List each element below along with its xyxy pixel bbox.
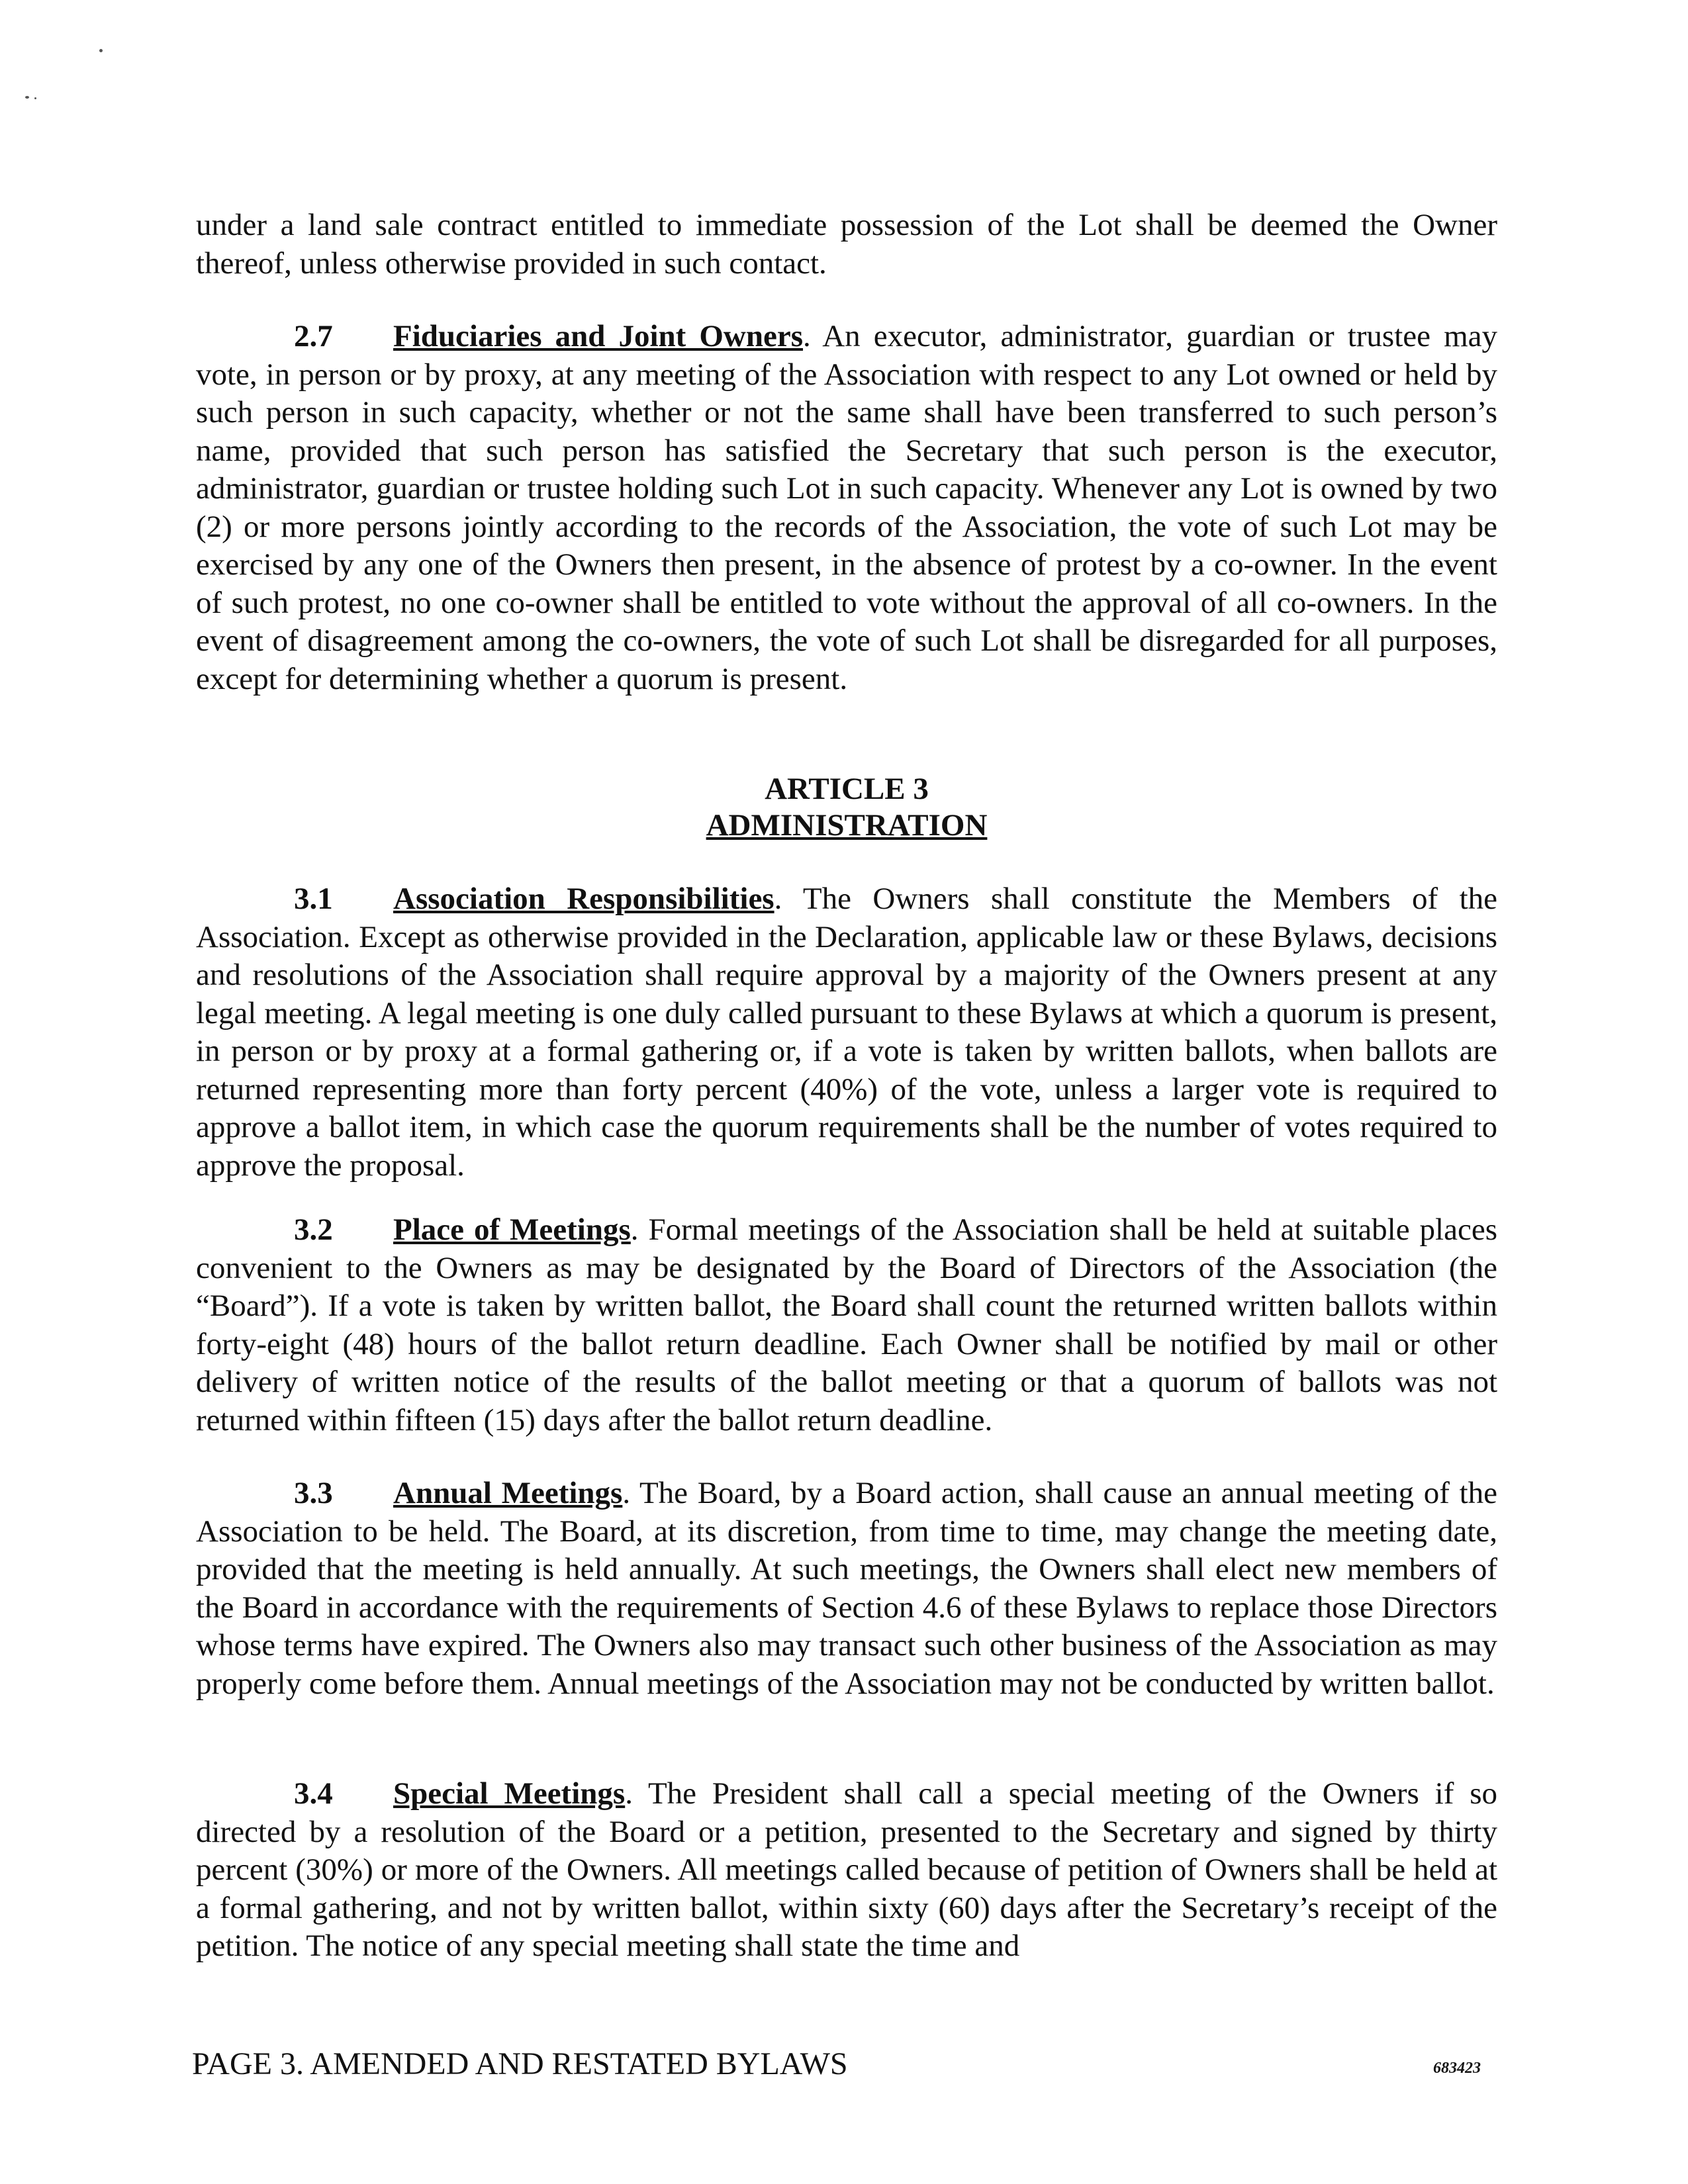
scan-speck — [99, 49, 103, 52]
scan-speck — [34, 97, 36, 99]
section-heading: Place of Meetings — [393, 1212, 631, 1247]
section-number: 3.4 — [294, 1776, 333, 1811]
section-3-1 — [196, 880, 1497, 1185]
section-3-4-paragraph — [196, 1775, 1497, 1966]
section-heading: Annual Meetings — [393, 1476, 623, 1510]
section-3-4 — [196, 1775, 1497, 1966]
section-number: 3.1 — [294, 882, 333, 916]
section-3-3-paragraph — [196, 1475, 1497, 1703]
section-number: 2.7 — [294, 319, 333, 353]
section-body: . Formal meetings of the Association shall be held at suitable places convenient to the Owners as may be designated by the Board of Directors of the Association (the “Board”). If a vote is taken by written ballot, the Board shall count the returned written ballots within forty-eight (48) hours of the ballot return deadline. Each Owner shall be notified by mail or other delivery of written notice of the results of the ballot meeting or that a quorum of ballots was not returned within fifteen (15) days after the ballot return deadline. — [196, 1212, 1497, 1437]
page-footer-label: PAGE 3. AMENDED AND RESTATED BYLAWS — [192, 2046, 848, 2081]
section-heading: Special Meetings — [393, 1776, 626, 1811]
section-3-1-paragraph — [196, 880, 1497, 1185]
article-label: ARTICLE 3 — [765, 772, 929, 806]
section-number: 3.2 — [294, 1212, 333, 1247]
section-body: . The President shall call a special meeting of the Owners if so directed by a resolution of the Board or a petition, presented to the Secretary and signed by thirty percent (30%) or more of the Owners. All meetings called because of petition of Owners shall be held at a formal gathering, and not by written ballot, within sixty (60) days after the Secretary’s receipt of the petition. The notice of any special meeting shall state the time and — [196, 1776, 1497, 1963]
intro-block — [196, 206, 1497, 283]
section-body: . The Owners shall constitute the Members of the Association. Except as otherwise provided in the Declaration, applicable law or these Bylaws, decisions and resolutions of the Association shall require approval by a majority of the Owners present at any legal meeting. A legal meeting is one duly called pursuant to these Bylaws at which a quorum is present, in person or by proxy at a formal gathering or, if a vote is taken by written ballots, when ballots are returned representing more than forty percent (40%) of the vote, unless a larger vote is required to approve a ballot item, in which case the quorum requirements shall be the number of votes required to approve the proposal. — [196, 882, 1498, 1183]
section-heading: Association Responsibilities — [393, 882, 774, 916]
intro-paragraph: under a land sale contract entitled to immediate possession of the Lot shall be deemed the Owner thereof, unless otherwise provided in such contact. — [196, 208, 1497, 281]
section-2-7 — [196, 318, 1497, 698]
section-number: 3.3 — [294, 1476, 333, 1510]
section-body: . The Board, by a Board action, shall cause an annual meeting of the Association to be held. The Board, at its discretion, from time to time, may change the meeting date, provided that the meeting is held annually. At such meetings, the Owners shall elect new members of the Board in accordance with the requirements of Section 4.6 of these Bylaws to replace those Directors whose terms have expired. The Owners also may transact such other business of the Association as may properly come before them. Annual meetings of the Association may not be conducted by written ballot. — [196, 1476, 1498, 1701]
section-3-2-paragraph — [196, 1211, 1497, 1439]
scan-speck — [25, 96, 29, 99]
section-2-7-paragraph — [196, 318, 1497, 698]
article-title: ADMINISTRATION — [706, 808, 988, 842]
document-id: 683423 — [1433, 2060, 1481, 2077]
section-3-3 — [196, 1475, 1497, 1703]
section-heading: Fiduciaries and Joint Owners — [393, 319, 804, 353]
section-3-2 — [196, 1211, 1497, 1439]
article-heading — [196, 771, 1497, 844]
section-body: . An executor, administrator, guardian or trustee may vote, in person or by proxy, at any meeting of the Association with respect to any Lot owned or held by such person in such capacity, whether or not the same shall have been transferred to such person’s name, provided that such person has satisfied the Secretary that such person is the executor, administrator, guardian or trustee holding such Lot in such capacity. Whenever any Lot is owned by two (2) or more persons jointly according to the records of the Association, the vote of such Lot may be exercised by any one of the Owners then present, in the absence of protest by a co-owner. In the event of such protest, no one co-owner shall be entitled to vote without the approval of all co-owners. In the event of disagreement among the co-owners, the vote of such Lot shall be disregarded for all purposes, except for determining whether a quorum is present. — [196, 319, 1497, 696]
